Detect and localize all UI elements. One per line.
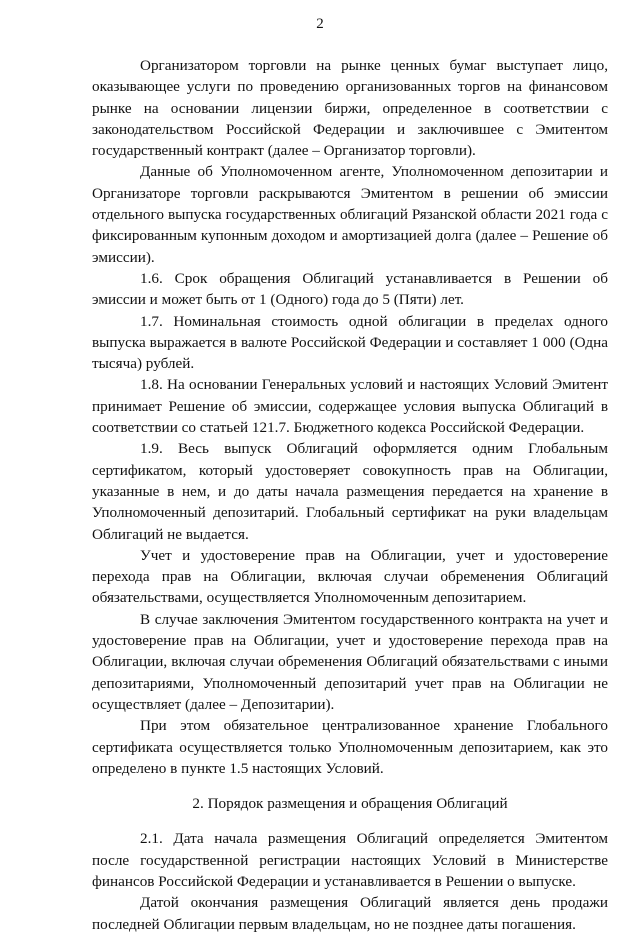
paragraph-disclosure: Данные об Уполномоченном агенте, Уполномоченном депозитарии и Организаторе торговли раскрываются Эмитентом в решении об эмиссии отдельного выпуска государственных облигаций Рязанской области 2021 года с фиксированным купонным доходом и амортизацией долга (далее – Решение об эмиссии).	[92, 163, 608, 266]
paragraph-placement-end: Датой окончания размещения Облигаций является день продажи последней Облигации первым владельцам, но не позднее даты погашения.	[92, 894, 608, 933]
paragraph-1-7: 1.7. Номинальная стоимость одной облигации в пределах одного выпуска выражается в валюте Российской Федерации и составляет 1 000 (Одна тысяча) рублей.	[92, 312, 608, 373]
paragraph-central-storage: При этом обязательное централизованное хранение Глобального сертификата осуществляется только Уполномоченным депозитарием, как это определено в пункте 1.5 настоящих Условий.	[92, 717, 608, 777]
paragraph-1-9: 1.9. Весь выпуск Облигаций оформляется одним Глобальным сертификатом, который удостоверяет совокупность прав на Облигации, указанные в нем, и до даты начала размещения передается на хранение в Уполномоченный депозитарий. Глобальный сертификат на руки владельцам Облигаций не выдается.	[92, 440, 608, 543]
paragraph-depositaries: В случае заключения Эмитентом государственного контракта на учет и удостоверение прав на Облигации, учет и удостоверение перехода прав на Облигации, включая случаи обременения Облигаций обязательствами с иными депозитариями, Уполномоченный депозитарий учет прав на Облигации не осуществляет (далее – Депозитарии).	[92, 610, 608, 713]
paragraph-rights-accounting: Учет и удостоверение прав на Облигации, учет и удостоверение перехода прав на Облигации, включая случаи обременения Облигаций обязательствами, осуществляется Уполномоченным депозитарием.	[92, 546, 608, 607]
paragraph-1-6: 1.6. Срок обращения Облигаций устанавливается в Решении об эмиссии и может быть от 1 (Одного) года до 5 (Пяти) лет.	[92, 269, 608, 309]
paragraph-2-1: 2.1. Дата начала размещения Облигаций определяется Эмитентом после государственной регистрации настоящих Условий в Министерстве финансов Российской Федерации и устанавливается в Решении о выпуске.	[92, 830, 608, 890]
page-number: 2	[316, 16, 324, 32]
paragraph-organizer-definition: Организатором торговли на рынке ценных бумаг выступает лицо, оказывающее услуги по проведению организованных торгов на финансовом рынке на основании лицензии биржи, определенное в соответствии с законодательством Российской Федерации и заключившее с Эмитентом государственный контракт (далее – Организатор торговли).	[92, 57, 608, 160]
document-body	[92, 55, 608, 935]
section-heading: 2. Порядок размещения и обращения Облигаций	[192, 795, 508, 813]
paragraph-1-8: 1.8. На основании Генеральных условий и настоящих Условий Эмитент принимает Решение об эмиссии, содержащее условия выпуска Облигаций в соответствии со статьей 121.7. Бюджетного кодекса Российской Федерации.	[92, 376, 608, 437]
